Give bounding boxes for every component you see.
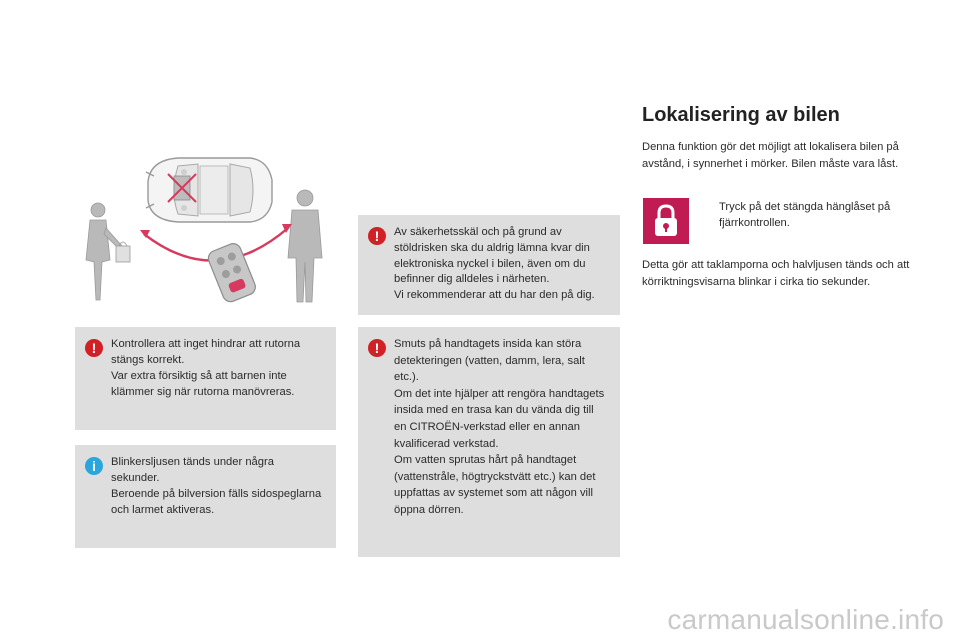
dirt-warning-text: Smuts på handtagets insida kan störa detekteringen (vatten, damm, lera, salt etc.).	[394, 338, 585, 384]
dirt-warning-cleaning: Om det inte hjälper att rengöra handtagets insida med en trasa kan du vända dig till en CITROËN-verkstad eller en annan kvalificerad verkstad.	[394, 387, 605, 450]
warning-icon: !	[85, 339, 103, 357]
safety-warning-box	[358, 215, 620, 315]
windows-warning-box	[75, 327, 336, 430]
padlock-button-tile	[643, 198, 689, 244]
keyless-illustration	[76, 150, 346, 320]
info-box	[75, 445, 336, 548]
dirt-warning-box	[358, 327, 620, 557]
key-fob	[206, 241, 258, 304]
windows-warning-text: Kontrollera att inget hindrar att rutorna stängs korrekt.	[111, 338, 301, 366]
warning-icon: !	[368, 227, 386, 245]
watermark: carmanualsonline.info	[667, 604, 944, 635]
woman-figure	[86, 203, 130, 300]
instruction-text: Tryck på det stängda hänglåset på fjärrkontrollen.	[719, 201, 891, 229]
man-figure	[288, 190, 322, 302]
padlock-icon	[643, 198, 689, 244]
car-top-view	[146, 158, 272, 222]
info-indicators-text: Blinkersljusen tänds under några sekunder.	[111, 456, 274, 484]
safety-warning-recommendation: Vi rekommenderar att du har den på dig.	[394, 289, 595, 302]
info-mirrors-text: Beroende på bilversion fälls sidospeglarna och larmet aktiveras.	[111, 488, 322, 516]
section-title: Lokalisering av bilen	[642, 104, 840, 126]
safety-warning-text: Av säkerhetsskäl och på grund av stöldrisken ska du aldrig lämna kvar din elektroniska nyckel i bilen, även om du befinner dig alldeles i närheten.	[394, 226, 590, 286]
info-icon: i	[85, 457, 103, 475]
result-paragraph: Detta gör att taklamporna och halvljusen tänds och att körriktningsvisarna blinkar i cirka tio sekunder.	[642, 259, 910, 288]
dirt-warning-water: Om vatten sprutas hårt på handtaget (vattenstråle, högtryckstvätt etc.) kan det uppfattas av systemet som att någon vill öppna dörren.	[394, 454, 596, 516]
intro-paragraph: Denna funktion gör det möjligt att lokalisera bilen på avstånd, i synnerhet i mörker. Bilen måste vara låst.	[642, 141, 899, 170]
warning-icon: !	[368, 339, 386, 357]
windows-warning-children: Var extra försiktig så att barnen inte klämmer sig när rutorna manövreras.	[111, 370, 295, 398]
